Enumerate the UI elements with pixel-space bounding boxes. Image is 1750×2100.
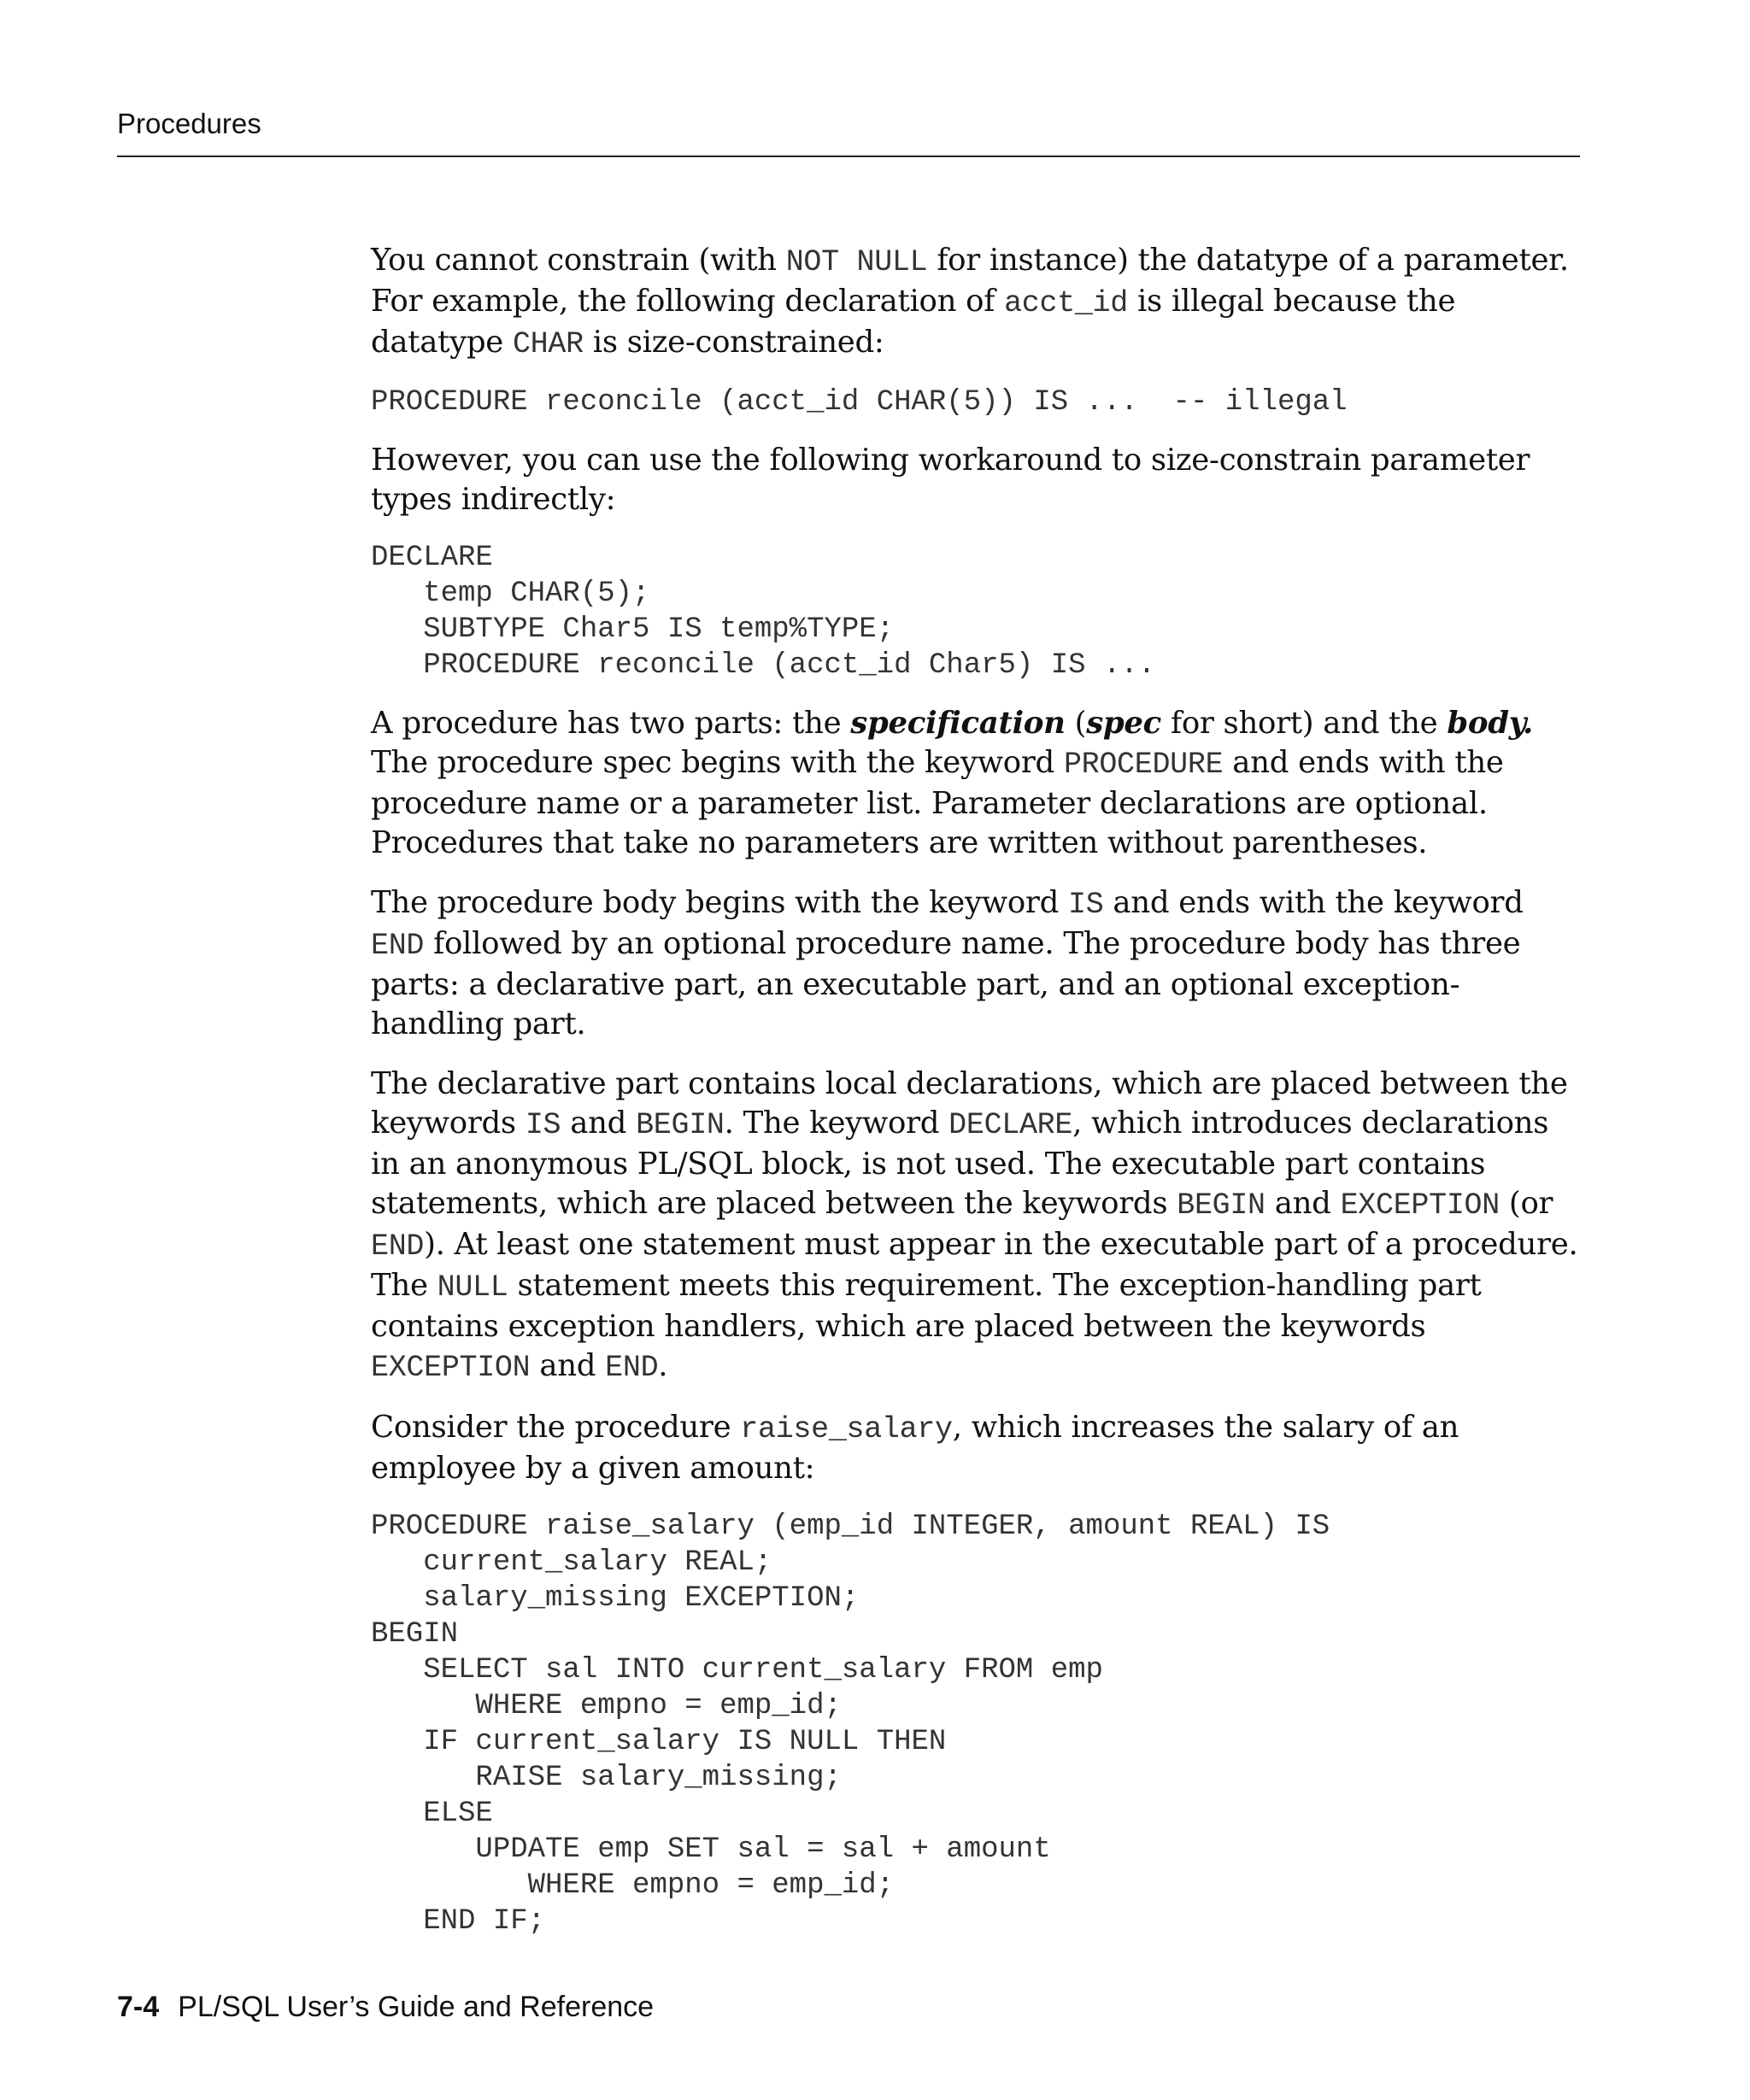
text-run: . The keyword	[724, 1106, 949, 1141]
code-line: salary_missing EXCEPTION;	[371, 1582, 860, 1615]
header-rule	[117, 155, 1580, 157]
text-run: (or	[1499, 1186, 1553, 1221]
text-run: and	[530, 1348, 606, 1383]
code-line: current_salary REAL;	[371, 1546, 772, 1579]
inline-code: IS	[1067, 888, 1104, 922]
code-line: DECLARE	[371, 542, 493, 574]
inline-code: acct_id	[1004, 286, 1129, 320]
text-run: and ends with the procedure name or a parameter list. Parameter declarations are optional. Procedures that take no parameters are written without parentheses.	[371, 745, 1504, 860]
inline-code: END	[371, 929, 425, 963]
code-line: WHERE empno = emp_id;	[371, 1690, 842, 1722]
code-block-workaround	[371, 540, 1584, 683]
code-line: BEGIN	[371, 1618, 459, 1651]
paragraph-body	[371, 883, 1584, 1044]
inline-code: CHAR	[512, 327, 584, 361]
code-line: END IF;	[371, 1905, 546, 1938]
text-run: statement meets this requirement. The exception-handling part contains exception handlers, which are placed between the keywords	[371, 1268, 1482, 1344]
code-line: SELECT sal INTO current_salary FROM emp	[371, 1654, 1103, 1686]
inline-code: BEGIN	[636, 1108, 725, 1142]
text-run: for instance) the datatype of a parameter. For example, the following declaration of	[371, 243, 1569, 319]
text-run: is size-constrained:	[583, 325, 884, 360]
text-run: followed by an optional procedure name. The procedure body has three parts: a declarative part, an executable part, and an optional exception-handling part.	[371, 926, 1521, 1041]
paragraph-constrain	[371, 241, 1584, 364]
code-line: IF current_salary IS NULL THEN	[371, 1726, 947, 1758]
text-run: , which increases the salary of an employee by a given amount:	[371, 1410, 1459, 1486]
text-run: The procedure body begins with the keyword	[371, 885, 1068, 920]
text-run: You cannot constrain (with	[371, 243, 786, 278]
inline-code: NULL	[437, 1270, 508, 1305]
inline-code: NOT NULL	[785, 245, 928, 279]
inline-code: EXCEPTION	[371, 1351, 531, 1385]
code-line: SUBTYPE Char5 IS temp%TYPE;	[371, 613, 895, 646]
text-run: is illegal because the datatype	[371, 284, 1456, 360]
code-line: PROCEDURE reconcile (acct_id Char5) IS ...	[371, 649, 1156, 682]
code-line: PROCEDURE reconcile (acct_id CHAR(5)) IS ... -- illegal	[371, 386, 1348, 419]
text-run: , which introduces declarations in an anonymous PL/SQL block, is not used. The executable part contains statements, which are placed between the keywords	[371, 1106, 1549, 1221]
inline-code: raise_salary	[740, 1412, 953, 1446]
text-run: Consider the procedure	[371, 1410, 741, 1445]
book-title: PL/SQL User’s Guide and Reference	[178, 1991, 655, 2023]
inline-code: END	[605, 1351, 659, 1385]
code-line: PROCEDURE raise_salary (emp_id INTEGER, amount REAL) IS	[371, 1510, 1330, 1543]
text-run: A procedure has two parts: the	[371, 706, 851, 741]
paragraph-two-parts	[371, 704, 1584, 863]
text-run: (	[1065, 706, 1087, 741]
emphasis: body.	[1447, 706, 1534, 741]
paragraph-raise-salary	[371, 1408, 1584, 1488]
inline-code: DECLARE	[948, 1108, 1073, 1142]
text-run: ). At least one statement must appear in the executable part of a procedure. The	[371, 1227, 1578, 1303]
text-run: for short) and the	[1161, 706, 1448, 741]
code-line: UPDATE emp SET sal = sal + amount	[371, 1833, 1051, 1866]
text-run: .	[658, 1348, 668, 1383]
inline-code: IS	[525, 1108, 561, 1142]
inline-code: END	[371, 1229, 425, 1264]
code-line: temp CHAR(5);	[371, 578, 650, 610]
code-line: ELSE	[371, 1798, 493, 1830]
page-number: 7-4	[117, 1991, 160, 2023]
text-run: The declarative part contains local declarations, which are placed between the keywords	[371, 1066, 1568, 1141]
code-block-raise-salary	[371, 1509, 1584, 1939]
running-header: Procedures	[117, 108, 261, 139]
text-run: and	[1265, 1186, 1341, 1221]
paragraph-declarative	[371, 1065, 1584, 1387]
text-run: The procedure spec begins with the keyword	[371, 745, 1064, 780]
text-run: and ends with the keyword	[1103, 885, 1524, 920]
paragraph-workaround	[371, 441, 1584, 519]
emphasis: specification	[850, 706, 1066, 741]
code-block-illegal	[371, 384, 1584, 420]
inline-code: EXCEPTION	[1340, 1188, 1500, 1223]
inline-code: PROCEDURE	[1063, 748, 1224, 782]
page-footer	[117, 1991, 654, 2024]
emphasis: spec	[1086, 706, 1161, 741]
page-content	[371, 241, 1584, 1960]
text-run: and	[561, 1106, 637, 1141]
inline-code: BEGIN	[1177, 1188, 1266, 1223]
text-run: However, you can use the following workaround to size-constrain parameter types indirectly:	[371, 443, 1530, 517]
code-line: WHERE empno = emp_id;	[371, 1869, 895, 1902]
code-line: RAISE salary_missing;	[371, 1762, 842, 1794]
